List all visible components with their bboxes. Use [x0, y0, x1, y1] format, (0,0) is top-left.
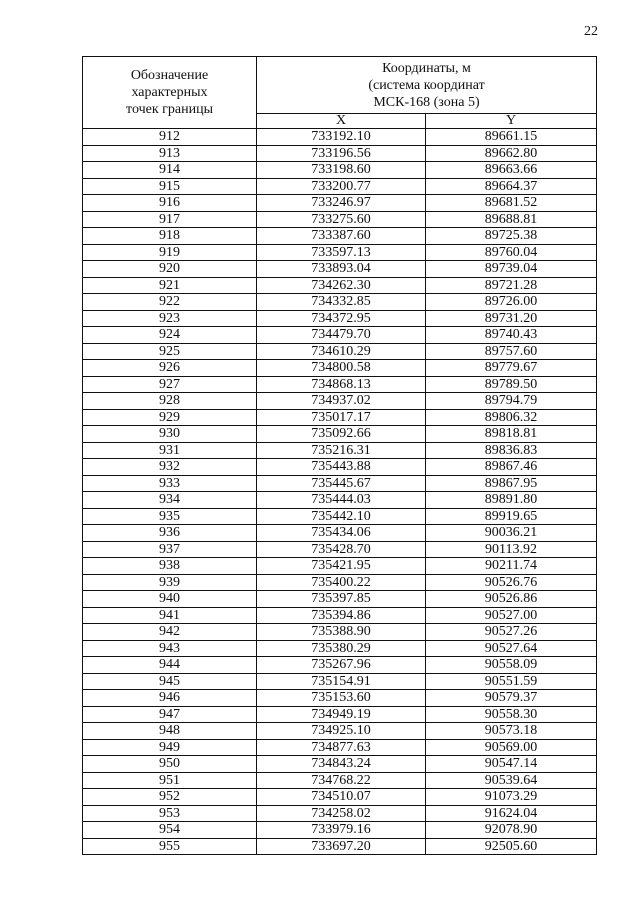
y-coordinate-cell: 89818.81 [426, 426, 597, 443]
x-coordinate-cell: 735397.85 [257, 591, 426, 608]
table-row [83, 756, 597, 773]
y-coordinate-cell: 92078.90 [426, 822, 597, 839]
table-row [83, 195, 597, 212]
point-id-cell: 942 [83, 624, 257, 641]
point-id-cell: 951 [83, 772, 257, 789]
table-row [83, 508, 597, 525]
table-row [83, 310, 597, 327]
x-coordinate-cell: 734332.85 [257, 294, 426, 311]
y-coordinate-cell: 90579.37 [426, 690, 597, 707]
point-id-cell: 955 [83, 838, 257, 855]
point-id-cell: 912 [83, 129, 257, 146]
y-coordinate-cell: 90551.59 [426, 673, 597, 690]
y-coordinate-cell: 89867.46 [426, 459, 597, 476]
x-coordinate-cell: 734258.02 [257, 805, 426, 822]
y-coordinate-cell: 89725.38 [426, 228, 597, 245]
coord-label-line: (система координат [368, 77, 485, 93]
x-coordinate-cell: 735216.31 [257, 442, 426, 459]
table-row [83, 393, 597, 410]
point-id-cell: 924 [83, 327, 257, 344]
x-coordinate-cell: 734510.07 [257, 789, 426, 806]
table-row [83, 244, 597, 261]
x-coordinate-cell: 735388.90 [257, 624, 426, 641]
point-id-cell: 947 [83, 706, 257, 723]
x-coordinate-cell: 735421.95 [257, 558, 426, 575]
table-row [83, 805, 597, 822]
point-id-cell: 952 [83, 789, 257, 806]
point-id-cell: 953 [83, 805, 257, 822]
y-coordinate-cell: 90526.86 [426, 591, 597, 608]
y-coordinate-cell: 89919.65 [426, 508, 597, 525]
y-coordinate-cell: 89664.37 [426, 178, 597, 195]
x-coordinate-cell: 735434.06 [257, 525, 426, 542]
y-coordinate-cell: 89740.43 [426, 327, 597, 344]
point-id-cell: 916 [83, 195, 257, 212]
point-id-cell: 938 [83, 558, 257, 575]
point-id-cell: 921 [83, 277, 257, 294]
table-row [83, 475, 597, 492]
table-row [83, 376, 597, 393]
y-coordinate-cell: 89806.32 [426, 409, 597, 426]
y-coordinate-cell: 89662.80 [426, 145, 597, 162]
table-row [83, 591, 597, 608]
x-coordinate-cell: 734262.30 [257, 277, 426, 294]
y-coordinate-cell: 89836.83 [426, 442, 597, 459]
y-coordinate-cell: 89661.15 [426, 129, 597, 146]
table-row [83, 673, 597, 690]
point-id-cell: 946 [83, 690, 257, 707]
x-coordinate-cell: 735400.22 [257, 574, 426, 591]
y-coordinate-cell: 90558.09 [426, 657, 597, 674]
x-coordinate-cell: 733196.56 [257, 145, 426, 162]
x-coordinate-cell: 734937.02 [257, 393, 426, 410]
point-id-cell: 922 [83, 294, 257, 311]
y-coordinate-cell: 89891.80 [426, 492, 597, 509]
table-row [83, 129, 597, 146]
y-coordinate-cell: 89794.79 [426, 393, 597, 410]
point-id-cell: 927 [83, 376, 257, 393]
coord-label-line: МСК-168 (зона 5) [373, 94, 480, 110]
x-coordinate-cell: 734843.24 [257, 756, 426, 773]
point-id-cell: 929 [83, 409, 257, 426]
table-row [83, 360, 597, 377]
x-coordinate-cell: 733597.13 [257, 244, 426, 261]
table-row [83, 657, 597, 674]
x-coordinate-cell: 733192.10 [257, 129, 426, 146]
point-id-cell: 943 [83, 640, 257, 657]
y-coordinate-cell: 90539.64 [426, 772, 597, 789]
y-coordinate-cell: 90573.18 [426, 723, 597, 740]
point-label-line: характерных [131, 85, 208, 100]
y-coordinate-cell: 89726.00 [426, 294, 597, 311]
y-coordinate-cell: 89731.20 [426, 310, 597, 327]
point-id-cell: 935 [83, 508, 257, 525]
table-row [83, 541, 597, 558]
table-row [83, 409, 597, 426]
point-id-cell: 917 [83, 211, 257, 228]
table-row [83, 739, 597, 756]
y-coordinate-cell: 92505.60 [426, 838, 597, 855]
x-coordinate-cell: 733246.97 [257, 195, 426, 212]
table-row [83, 558, 597, 575]
x-coordinate-cell: 734610.29 [257, 343, 426, 360]
table-row [83, 492, 597, 509]
table-row [83, 690, 597, 707]
x-coordinate-cell: 733200.77 [257, 178, 426, 195]
y-coordinate-cell: 89760.04 [426, 244, 597, 261]
table-row [83, 789, 597, 806]
table-row [83, 838, 597, 855]
table-row [83, 525, 597, 542]
point-id-cell: 954 [83, 822, 257, 839]
point-id-cell: 925 [83, 343, 257, 360]
coordinates-header [257, 57, 597, 114]
x-coordinate-cell: 735443.88 [257, 459, 426, 476]
x-coordinate-cell: 734768.22 [257, 772, 426, 789]
x-coordinate-cell: 735394.86 [257, 607, 426, 624]
point-id-cell: 949 [83, 739, 257, 756]
x-coordinate-cell: 734949.19 [257, 706, 426, 723]
point-id-cell: 928 [83, 393, 257, 410]
x-coordinate-cell: 734868.13 [257, 376, 426, 393]
point-id-cell: 915 [83, 178, 257, 195]
point-id-cell: 948 [83, 723, 257, 740]
x-coordinate-cell: 734372.95 [257, 310, 426, 327]
x-coordinate-cell: 735153.60 [257, 690, 426, 707]
x-column-header: X [257, 114, 426, 129]
point-id-cell: 937 [83, 541, 257, 558]
point-id-cell: 934 [83, 492, 257, 509]
point-label-line: Обозначение [130, 68, 209, 83]
table-row [83, 574, 597, 591]
point-id-cell: 940 [83, 591, 257, 608]
y-coordinate-cell: 90558.30 [426, 706, 597, 723]
point-id-cell: 950 [83, 756, 257, 773]
x-coordinate-cell: 733979.16 [257, 822, 426, 839]
x-coordinate-cell: 733893.04 [257, 261, 426, 278]
y-column-header: Y [426, 114, 597, 129]
table-row [83, 294, 597, 311]
y-coordinate-cell: 89688.81 [426, 211, 597, 228]
point-label-line: точек границы [126, 102, 213, 117]
x-coordinate-cell: 735154.91 [257, 673, 426, 690]
point-id-cell: 931 [83, 442, 257, 459]
point-id-cell: 933 [83, 475, 257, 492]
y-coordinate-cell: 90036.21 [426, 525, 597, 542]
x-coordinate-cell: 734877.63 [257, 739, 426, 756]
x-coordinate-cell: 733387.60 [257, 228, 426, 245]
point-id-cell: 926 [83, 360, 257, 377]
y-coordinate-cell: 90527.64 [426, 640, 597, 657]
point-id-cell: 918 [83, 228, 257, 245]
y-coordinate-cell: 90527.00 [426, 607, 597, 624]
table-row [83, 211, 597, 228]
point-id-cell: 920 [83, 261, 257, 278]
y-coordinate-cell: 90527.26 [426, 624, 597, 641]
y-coordinate-cell: 91624.04 [426, 805, 597, 822]
x-coordinate-cell: 735442.10 [257, 508, 426, 525]
point-id-cell: 944 [83, 657, 257, 674]
y-coordinate-cell: 90211.74 [426, 558, 597, 575]
table-body [83, 129, 597, 855]
x-coordinate-cell: 735444.03 [257, 492, 426, 509]
x-coordinate-cell: 734800.58 [257, 360, 426, 377]
point-id-cell: 941 [83, 607, 257, 624]
x-coordinate-cell: 735445.67 [257, 475, 426, 492]
page-number: 22 [584, 24, 598, 39]
point-id-cell: 945 [83, 673, 257, 690]
y-coordinate-cell: 89721.28 [426, 277, 597, 294]
y-coordinate-cell: 91073.29 [426, 789, 597, 806]
y-coordinate-cell: 90526.76 [426, 574, 597, 591]
y-coordinate-cell: 89663.66 [426, 162, 597, 179]
point-label-header [83, 57, 257, 129]
table-row [83, 343, 597, 360]
table-row [83, 624, 597, 641]
table-row [83, 327, 597, 344]
x-coordinate-cell: 734925.10 [257, 723, 426, 740]
y-coordinate-cell: 89739.04 [426, 261, 597, 278]
table-row [83, 145, 597, 162]
y-coordinate-cell: 89681.52 [426, 195, 597, 212]
x-coordinate-cell: 733697.20 [257, 838, 426, 855]
point-id-cell: 913 [83, 145, 257, 162]
y-coordinate-cell: 89867.95 [426, 475, 597, 492]
table-row [83, 162, 597, 179]
point-id-cell: 932 [83, 459, 257, 476]
y-coordinate-cell: 89779.67 [426, 360, 597, 377]
table-row [83, 442, 597, 459]
y-coordinate-cell: 90569.00 [426, 739, 597, 756]
table-row [83, 607, 597, 624]
point-id-cell: 930 [83, 426, 257, 443]
table-row [83, 459, 597, 476]
table-row [83, 640, 597, 657]
x-coordinate-cell: 733275.60 [257, 211, 426, 228]
point-id-cell: 919 [83, 244, 257, 261]
table-row [83, 772, 597, 789]
y-coordinate-cell: 89757.60 [426, 343, 597, 360]
x-coordinate-cell: 735092.66 [257, 426, 426, 443]
table-row [83, 723, 597, 740]
x-coordinate-cell: 734479.70 [257, 327, 426, 344]
x-coordinate-cell: 735380.29 [257, 640, 426, 657]
table-row [83, 822, 597, 839]
table-row [83, 706, 597, 723]
point-id-cell: 914 [83, 162, 257, 179]
table-row [83, 178, 597, 195]
x-coordinate-cell: 735267.96 [257, 657, 426, 674]
y-coordinate-cell: 90547.14 [426, 756, 597, 773]
point-id-cell: 936 [83, 525, 257, 542]
y-coordinate-cell: 90113.92 [426, 541, 597, 558]
x-coordinate-cell: 735428.70 [257, 541, 426, 558]
point-id-cell: 939 [83, 574, 257, 591]
table-row [83, 277, 597, 294]
table-row [83, 261, 597, 278]
point-id-cell: 923 [83, 310, 257, 327]
table-row [83, 228, 597, 245]
x-coordinate-cell: 735017.17 [257, 409, 426, 426]
x-coordinate-cell: 733198.60 [257, 162, 426, 179]
coord-label-line: Координаты, м [382, 60, 471, 76]
table-row [83, 426, 597, 443]
coordinates-table [82, 56, 597, 855]
y-coordinate-cell: 89789.50 [426, 376, 597, 393]
